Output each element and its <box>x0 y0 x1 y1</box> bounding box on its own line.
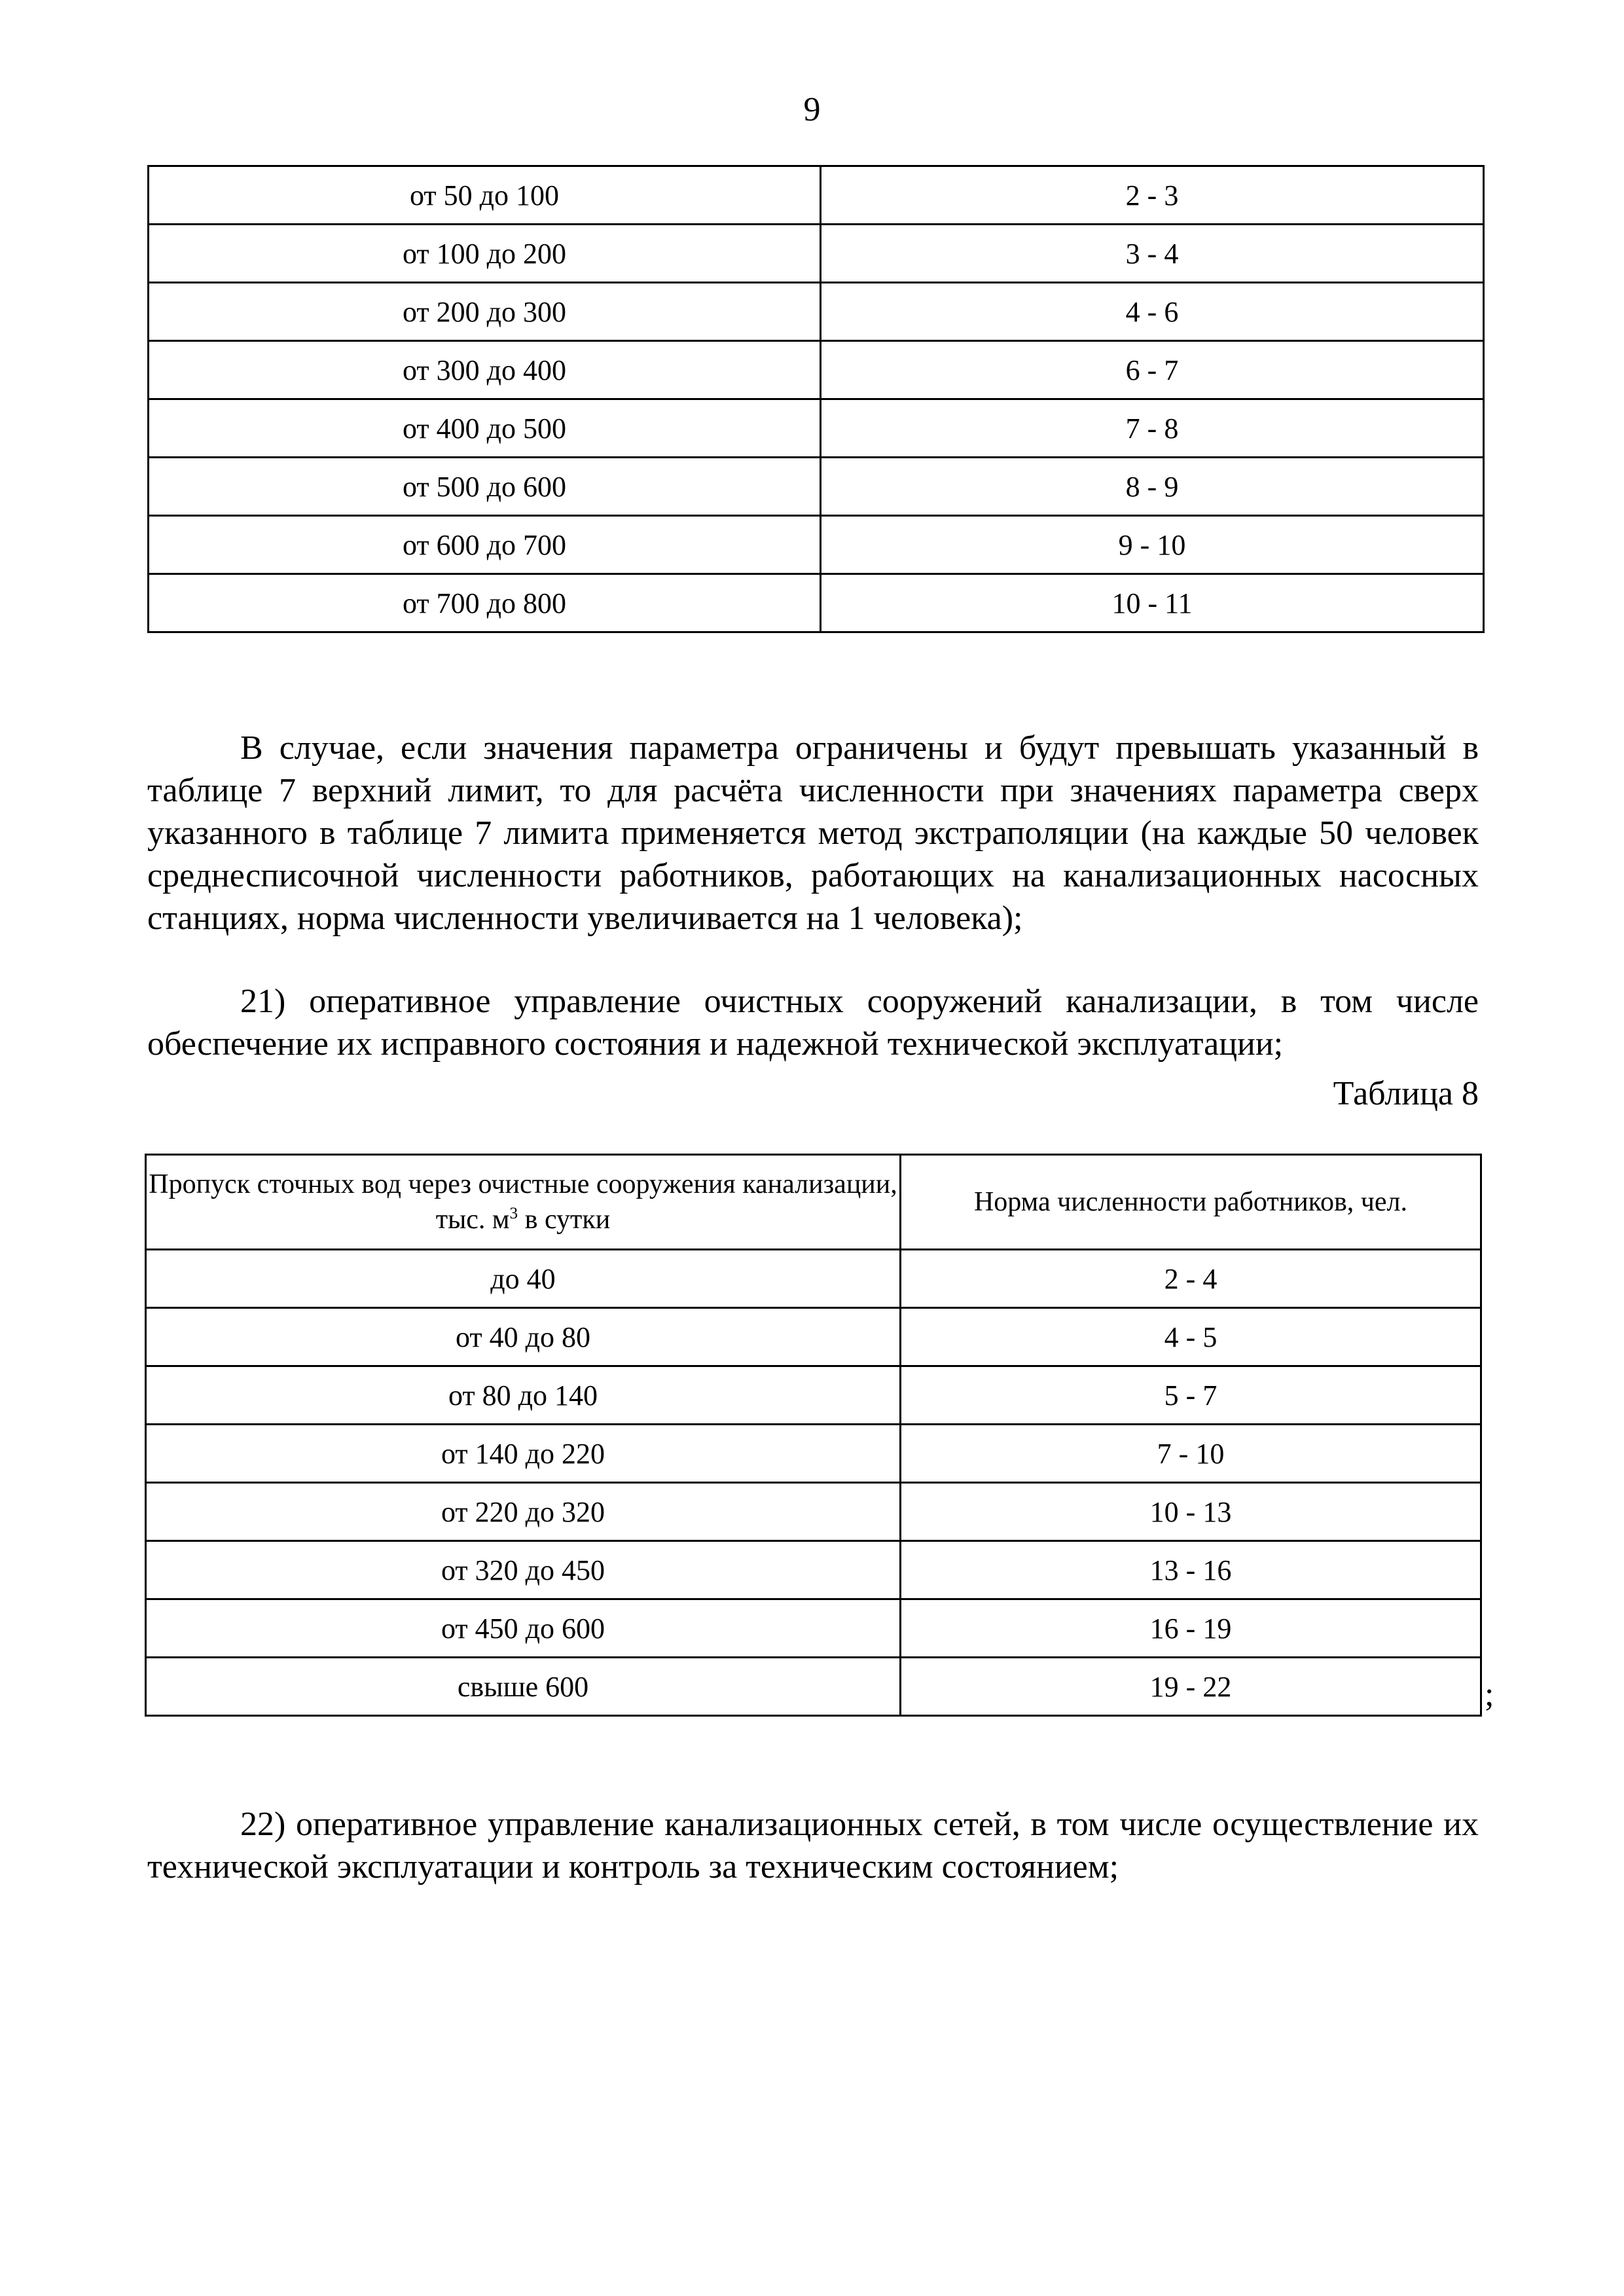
norm-cell: 10 - 11 <box>821 574 1484 632</box>
range-cell: от 220 до 320 <box>146 1483 901 1541</box>
table-header-row <box>146 1155 1481 1250</box>
table-row <box>149 225 1484 283</box>
norm-cell: 2 - 3 <box>821 166 1484 225</box>
range-cell: от 200 до 300 <box>149 283 821 341</box>
range-cell: от 700 до 800 <box>149 574 821 632</box>
table-row <box>146 1541 1481 1599</box>
norm-cell: 13 - 16 <box>901 1541 1481 1599</box>
table-8 <box>145 1154 1482 1717</box>
range-cell: от 300 до 400 <box>149 341 821 399</box>
norm-cell: 8 - 9 <box>821 458 1484 516</box>
table-row <box>146 1366 1481 1425</box>
range-cell: от 80 до 140 <box>146 1366 901 1425</box>
norm-cell: 5 - 7 <box>901 1366 1481 1425</box>
norm-cell: 6 - 7 <box>821 341 1484 399</box>
table-row <box>149 574 1484 632</box>
range-cell: от 450 до 600 <box>146 1599 901 1658</box>
range-cell: от 40 до 80 <box>146 1308 901 1366</box>
range-cell: от 600 до 700 <box>149 516 821 574</box>
norm-cell: 7 - 10 <box>901 1425 1481 1483</box>
table-row <box>146 1483 1481 1541</box>
range-cell: от 50 до 100 <box>149 166 821 225</box>
header-staff-norm: Норма численности работников, чел. <box>901 1155 1481 1250</box>
paragraph-extrapolation-note: В случае, если значения параметра ограничены и будут превышать указанный в таблице 7 верхний лимит, то для расчёта численности при значениях параметра сверх указанного в таблице 7 лимита применяется метод экстраполяции (на каждые 50 человек среднесписочной численности работников, работающих на канализационных насосных станциях, норма численности увеличивается на 1 человека); <box>147 729 1479 937</box>
table-row <box>149 166 1484 225</box>
header-wastewater-volume: Пропуск сточных вод через очистные сооружения канализации, тыс. $м^3$ в сутки <box>146 1155 901 1250</box>
paragraph-item-22: 22) оперативное управление канализационных сетей, в том числе осуществление их технической эксплуатации и контроль за техническим состоянием; <box>147 1806 1479 1886</box>
table-row <box>149 341 1484 399</box>
norm-cell: 3 - 4 <box>821 225 1484 283</box>
table-row <box>146 1425 1481 1483</box>
norm-cell: 7 - 8 <box>821 399 1484 458</box>
norm-cell: 10 - 13 <box>901 1483 1481 1541</box>
table-8-caption: Таблица 8 <box>1333 1075 1479 1112</box>
range-cell: от 320 до 450 <box>146 1541 901 1599</box>
table-row <box>149 283 1484 341</box>
norm-cell: 19 - 22 <box>901 1658 1481 1716</box>
norm-cell: 4 - 5 <box>901 1308 1481 1366</box>
table-7-continuation <box>147 165 1485 633</box>
range-cell: от 100 до 200 <box>149 225 821 283</box>
table-row <box>149 516 1484 574</box>
page-number: 9 <box>803 91 821 128</box>
table-row <box>146 1599 1481 1658</box>
range-cell: от 140 до 220 <box>146 1425 901 1483</box>
paragraph-item-21: 21) оперативное управление очистных сооружений канализации, в том числе обеспечение их исправного состояния и надежной технической эксплуатации; <box>147 983 1479 1063</box>
table-row <box>146 1308 1481 1366</box>
norm-cell: 16 - 19 <box>901 1599 1481 1658</box>
table-row <box>149 458 1484 516</box>
range-cell: свыше 600 <box>146 1658 901 1716</box>
table-row <box>149 399 1484 458</box>
range-cell: до 40 <box>146 1250 901 1308</box>
range-cell: от 400 до 500 <box>149 399 821 458</box>
table-trailing-semicolon: ; <box>1485 1676 1494 1713</box>
norm-cell: 9 - 10 <box>821 516 1484 574</box>
norm-cell: 2 - 4 <box>901 1250 1481 1308</box>
norm-cell: 4 - 6 <box>821 283 1484 341</box>
table-row <box>146 1250 1481 1308</box>
range-cell: от 500 до 600 <box>149 458 821 516</box>
table-row <box>146 1658 1481 1716</box>
